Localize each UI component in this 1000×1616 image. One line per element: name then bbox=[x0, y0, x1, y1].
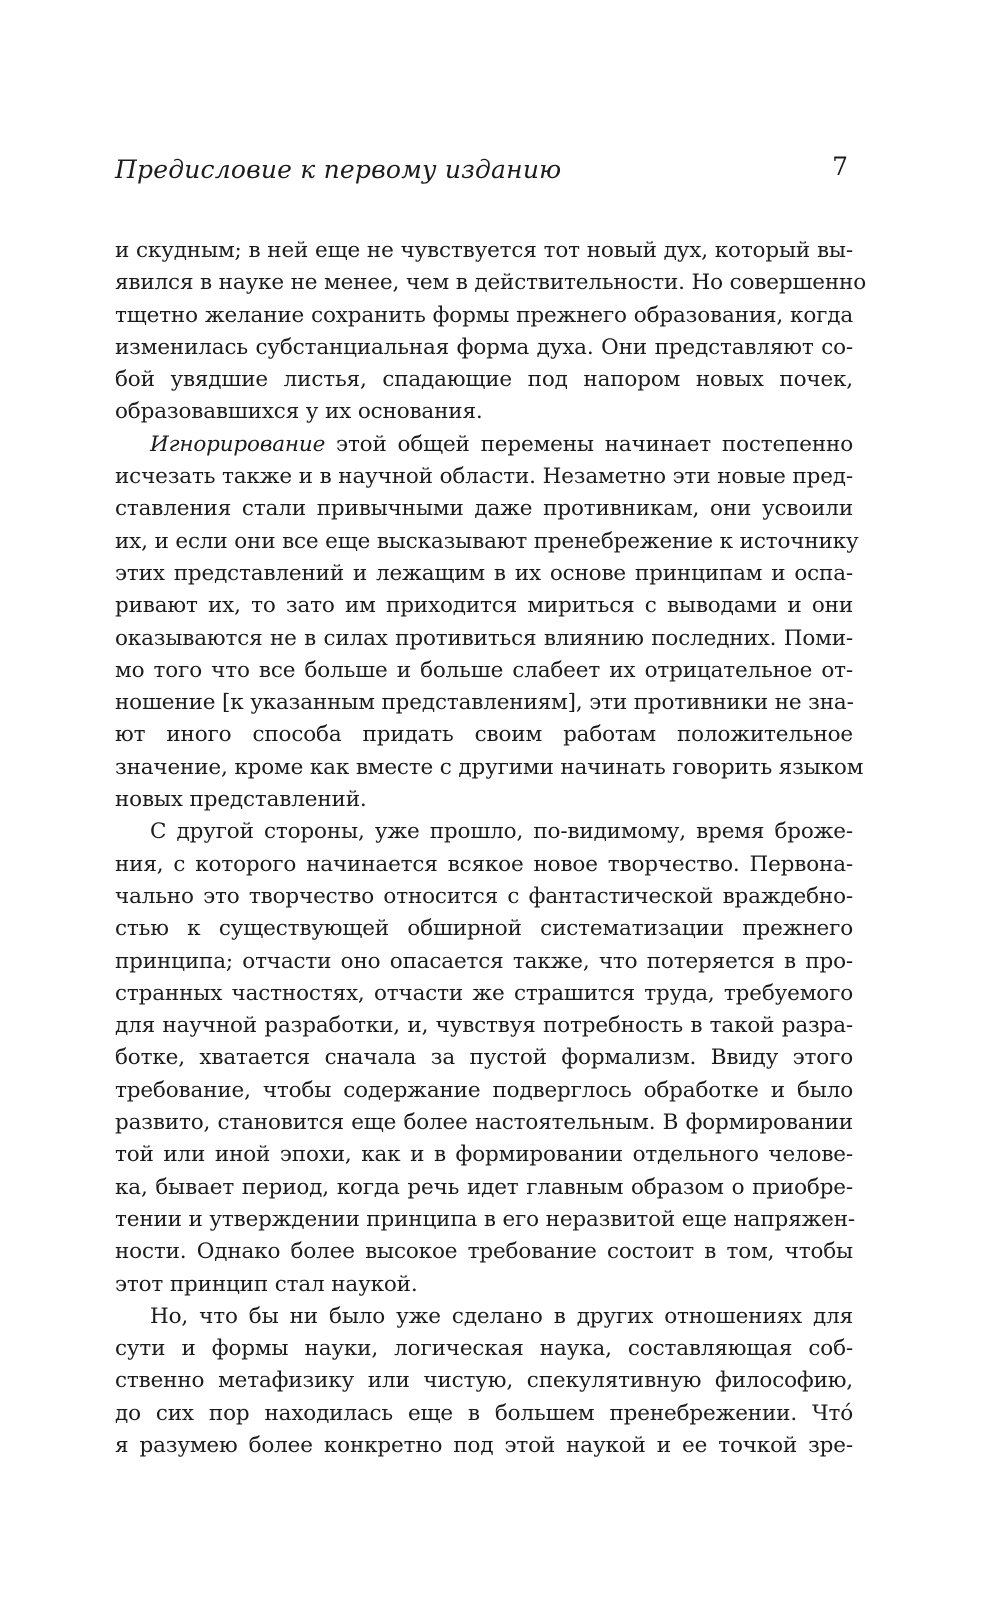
text-line: сути и формы науки, логическая наука, составляющая соб- bbox=[115, 1336, 853, 1362]
italic-term: Игнорирование bbox=[150, 431, 326, 457]
text-line: стью к существующей обширной систематизации прежнего bbox=[115, 916, 853, 942]
text-line: новых представлений. bbox=[115, 787, 367, 813]
text-line: чально это творчество относится с фантастической враждебно- bbox=[115, 883, 853, 909]
text-line: ния, с которого начинается всякое новое творчество. Первона- bbox=[115, 851, 853, 877]
page-number: 7 bbox=[832, 152, 848, 181]
text-line: явился в науке не менее, чем в действительности. Но совершенно bbox=[115, 270, 867, 296]
running-title: Предисловие к первому изданию bbox=[115, 155, 562, 184]
text-line: мо того что все больше и больше слабеет их отрицательное от- bbox=[115, 657, 853, 683]
text-line: развито, становится еще более настоятельным. В формировании bbox=[115, 1110, 853, 1136]
text-line: для научной разработки, и, чувствуя потребность в такой разра- bbox=[115, 1013, 853, 1039]
text-line: и скудным; в ней еще не чувствуется тот новый дух, который вы- bbox=[115, 238, 853, 263]
text-line: ставления стали привычными даже противникам, они усвоили bbox=[115, 496, 853, 522]
paragraph bbox=[115, 1301, 853, 1462]
paragraph bbox=[115, 816, 856, 1300]
text-line: тении и утверждении принципа в его неразвитой еще напряжен- bbox=[115, 1206, 856, 1232]
text-line: С другой стороны, уже прошло, по-видимому, время броже- bbox=[150, 819, 853, 845]
text-run: этой общей перемены начинает постепенно bbox=[325, 431, 853, 457]
text-line: ка, бывает период, когда речь идет главным образом о приобре- bbox=[115, 1174, 853, 1200]
text-line: той или иной эпохи, как и в формировании отдельного челове- bbox=[115, 1142, 853, 1168]
text-line: странных частностях, отчасти же страшится труда, требуемого bbox=[115, 980, 853, 1006]
text-line: до сих пор находилась еще в большем пренебрежении. Чтó bbox=[115, 1400, 853, 1426]
text-line: этот принцип стал наукой. bbox=[115, 1271, 418, 1297]
text-line bbox=[115, 429, 853, 461]
paragraph bbox=[115, 429, 864, 817]
text-line: ности. Однако более высокое требование состоит в том, чтобы bbox=[115, 1239, 853, 1265]
paragraph bbox=[115, 235, 867, 429]
text-line: ют иного способа придать своим работам положительное bbox=[115, 722, 853, 748]
text-line: тщетно желание сохранить формы прежнего образования, когда bbox=[115, 302, 853, 328]
text-line: ственно метафизику или чистую, спекулятивную философию, bbox=[115, 1368, 853, 1394]
text-line: этих представлений и лежащим в их основе принципам и оспа- bbox=[115, 560, 853, 586]
text-line: образовавшихся у их основания. bbox=[115, 399, 483, 425]
text-line: принципа; отчасти оно опасается также, что потеряется в про- bbox=[115, 948, 853, 974]
body-text bbox=[115, 235, 867, 1462]
text-line: Но, что бы ни было уже сделано в других отношениях для bbox=[150, 1303, 853, 1329]
text-line: исчезать также и в научной области. Незаметно эти новые пред- bbox=[115, 464, 853, 490]
text-line: значение, кроме как вместе с другими начинать говорить языком bbox=[115, 754, 864, 780]
text-line: требование, чтобы содержание подверглось обработке и было bbox=[115, 1077, 853, 1103]
text-line: изменилась субстанциальная форма духа. Они представляют со- bbox=[115, 334, 853, 360]
text-line: их, и если они все еще высказывают пренебрежение к источнику bbox=[115, 528, 859, 554]
text-line: ношение [к указанным представлениям], эти противники не зна- bbox=[115, 690, 854, 716]
text-line: оказываются не в силах противиться влиянию последних. Поми- bbox=[115, 625, 853, 651]
text-line: бой увядшие листья, спадающие под напором новых почек, bbox=[115, 367, 853, 393]
text-line: я разумею более конкретно под этой наукой и ее точкой зре- bbox=[115, 1432, 853, 1458]
text-line: ботке, хватается сначала за пустой формализм. Ввиду этого bbox=[115, 1045, 853, 1071]
text-line: ривают их, то зато им приходится мириться с выводами и они bbox=[115, 593, 853, 619]
